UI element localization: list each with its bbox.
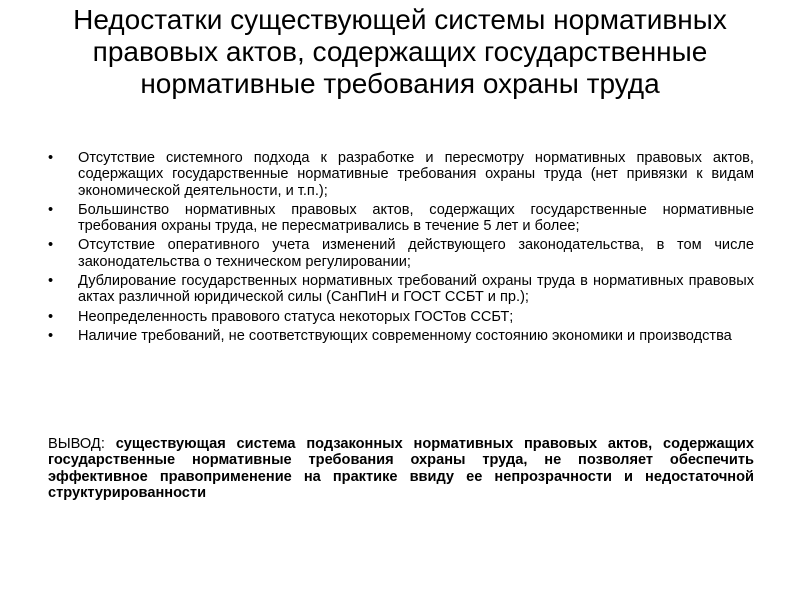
bullet-text: Дублирование государственных нормативных требований охраны труда в нормативных правовых актах различной юридической силы (СанПиН и ГОСТ ССБТ и пр.); [78, 273, 754, 306]
bullet-item [48, 150, 754, 199]
bullet-text: Наличие требований, не соответствующих современному состоянию экономики и производства [78, 327, 732, 344]
bullet-dot-icon: • [48, 273, 54, 290]
bullet-dot-icon: • [48, 150, 54, 166]
conclusion-text: существующая система подзаконных нормативных правовых актов, содержащих государственные нормативные требования охраны труда, не позволяет обеспечить эффективное правоприменение на практике ввиду ее непрозрачности и недостаточной структурированности [48, 436, 754, 501]
bullet-item [48, 237, 754, 270]
bullet-text: Отсутствие системного подхода к разработке и пересмотру нормативных правовых актов, содержащих государственные нормативные требования охраны труда (нет привязки к видам экономической деятельности, и т.п.); [78, 150, 754, 199]
bullet-dot-icon: • [48, 327, 54, 344]
bullet-dot-icon: • [48, 308, 54, 325]
bullet-item [48, 309, 754, 325]
bullet-text: Большинство нормативных правовых актов, содержащих государственные нормативные требования охраны труда, не пересматривались в течение 5 лет и более; [78, 201, 754, 235]
bullet-item [48, 202, 754, 235]
bullet-item [48, 328, 754, 344]
bullet-dot-icon: • [48, 237, 54, 254]
conclusion-lead: ВЫВОД: [48, 436, 116, 452]
bullet-text: Отсутствие оперативного учета изменений действующего законодательства, в том числе законодательства о техническом регулировании; [78, 237, 754, 270]
conclusion-paragraph [48, 436, 754, 501]
bullet-item [48, 273, 754, 306]
slide-title: Недостатки существующей системы нормативных правовых актов, содержащих государственные нормативные требования охраны труда [73, 4, 727, 99]
bullet-text: Неопределенность правового статуса некоторых ГОСТов ССБТ; [78, 308, 514, 325]
bullet-dot-icon: • [48, 201, 54, 218]
bullet-list [48, 150, 754, 347]
